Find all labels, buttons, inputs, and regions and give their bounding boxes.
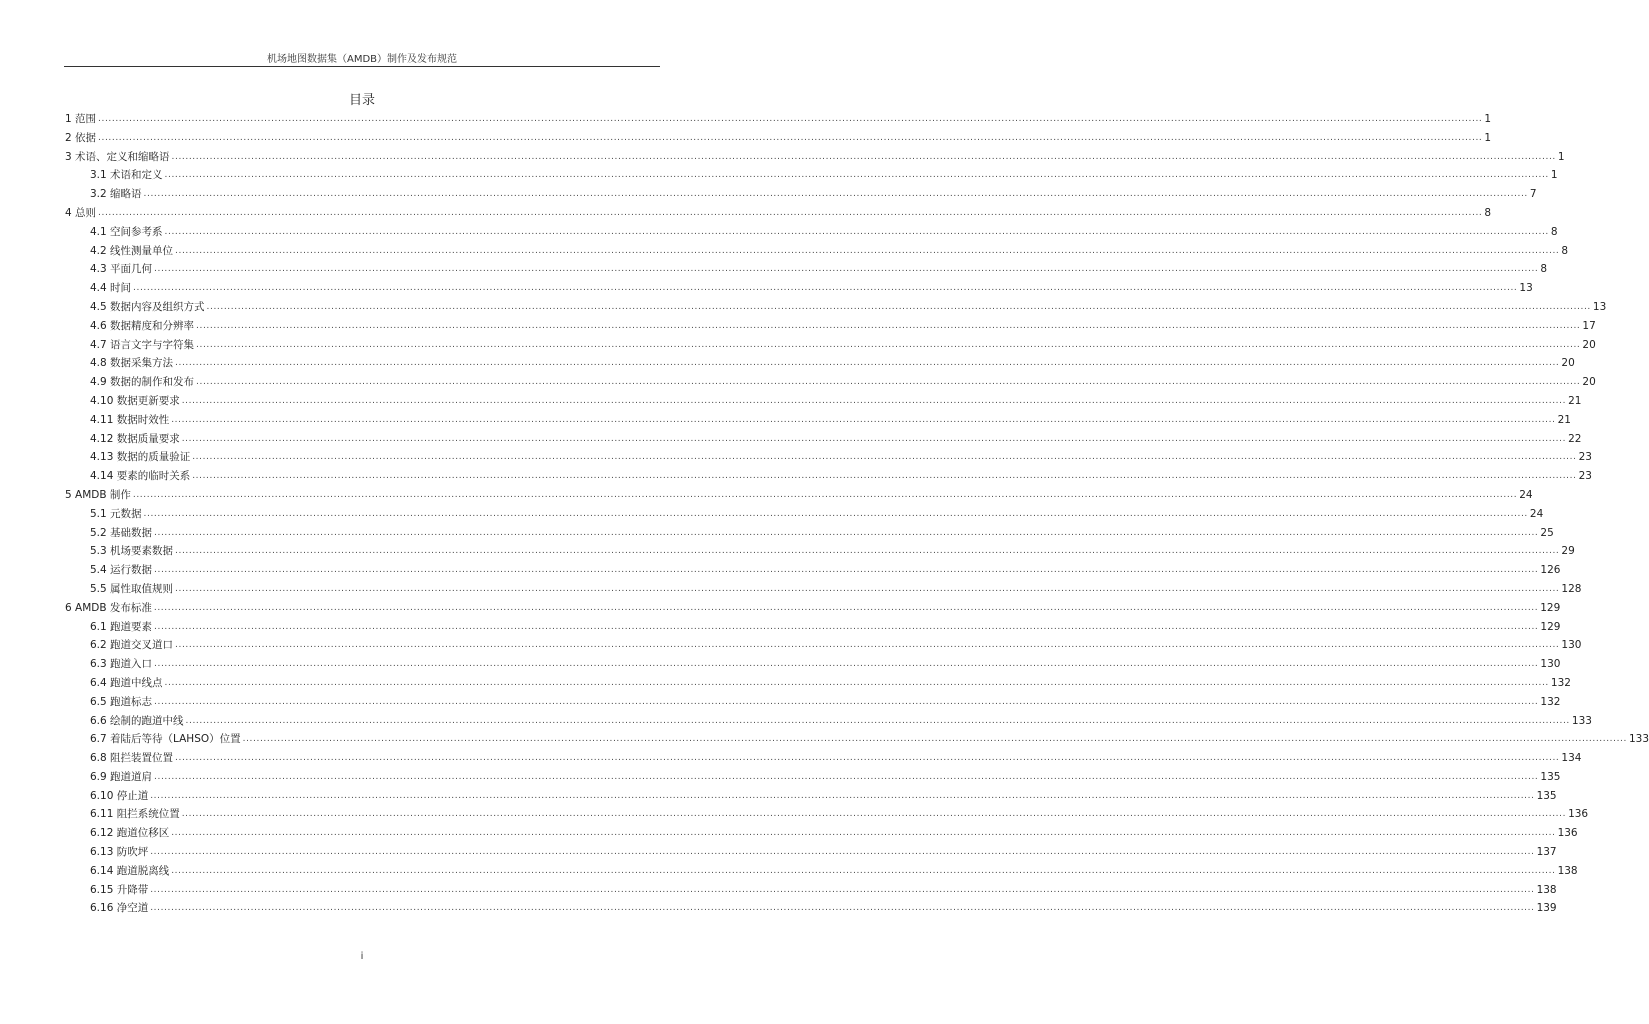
toc-entry[interactable] <box>65 524 1554 543</box>
toc-dot-leader: ................................................................................................................................................................................................................................................................................................................................................................................................................ <box>150 790 1535 801</box>
toc-dot-leader: ................................................................................................................................................................................................................................................................................................................................................................................................................ <box>143 508 1528 519</box>
toc-entry-page: 8 <box>1550 225 1558 238</box>
toc-entry-label: 4.1 空间参考系 <box>90 225 163 238</box>
toc-entry-page: 8 <box>1561 244 1569 257</box>
toc-entry[interactable] <box>65 185 1537 204</box>
toc-entry[interactable] <box>65 580 1582 599</box>
toc-entry-label: 6.6 绘制的跑道中线 <box>90 714 184 727</box>
toc-entry-label: 3 术语、定义和缩略语 <box>65 150 170 163</box>
toc-entry-label: 6.4 跑道中线点 <box>90 676 163 689</box>
toc-entry[interactable] <box>65 336 1596 355</box>
toc-entry-label: 4.6 数据精度和分辨率 <box>90 319 195 332</box>
toc-entry-label: 4.11 数据时效性 <box>90 413 170 426</box>
toc-dot-leader: ................................................................................................................................................................................................................................................................................................................................................................................................................ <box>242 734 1627 745</box>
toc-entry-page: 139 <box>1536 902 1557 915</box>
toc-dot-leader: ................................................................................................................................................................................................................................................................................................................................................................................................................ <box>164 226 1549 237</box>
toc-entry-label: 4.13 数据的质量验证 <box>90 451 191 464</box>
toc-dot-leader: ................................................................................................................................................................................................................................................................................................................................................................................................................ <box>171 865 1556 876</box>
toc-dot-leader: ................................................................................................................................................................................................................................................................................................................................................................................................................ <box>154 565 1539 576</box>
toc-entry[interactable] <box>65 693 1561 712</box>
toc-entry-label: 5.5 属性取值规则 <box>90 582 174 595</box>
toc-entry-label: 5.1 元数据 <box>90 507 142 520</box>
toc-entry-label: 4.14 要素的临时关系 <box>90 470 191 483</box>
toc-entry-label: 6.7 着陆后等待（LAHSO）位置 <box>90 733 241 746</box>
toc-entry[interactable] <box>65 599 1561 618</box>
toc-entry-label: 4.5 数据内容及组织方式 <box>90 300 205 313</box>
toc-entry-label: 6.3 跑道入口 <box>90 658 153 671</box>
toc-entry[interactable] <box>65 674 1571 693</box>
toc-entry-label: 6 AMDB 发布标准 <box>65 601 152 614</box>
toc-entry-label: 6.11 阻拦系统位置 <box>90 808 180 821</box>
toc-entry[interactable] <box>65 298 1607 317</box>
toc-entry-page: 22 <box>1568 432 1582 445</box>
toc-dot-leader: ................................................................................................................................................................................................................................................................................................................................................................................................................ <box>192 452 1577 463</box>
toc-entry-label: 1 范围 <box>65 113 97 125</box>
toc-entry-label: 6.16 净空道 <box>90 902 149 915</box>
toc-entry-page: 130 <box>1561 639 1582 652</box>
toc-entry-label: 5 AMDB 制作 <box>65 488 131 501</box>
toc-dot-leader: ................................................................................................................................................................................................................................................................................................................................................................................................................ <box>196 377 1581 388</box>
toc-entry[interactable] <box>65 166 1558 185</box>
toc-entry[interactable] <box>65 899 1557 918</box>
toc-entry-label: 6.14 跑道脱离线 <box>90 864 170 877</box>
toc-entry-page: 1 <box>1557 150 1565 163</box>
toc-dot-leader: ................................................................................................................................................................................................................................................................................................................................................................................................................ <box>175 358 1560 369</box>
toc-dot-leader: ................................................................................................................................................................................................................................................................................................................................................................................................................ <box>181 395 1567 406</box>
toc-entry-page: 7 <box>1529 188 1537 201</box>
toc-entry-page: 129 <box>1540 601 1561 614</box>
toc-entry-page: 21 <box>1557 413 1571 426</box>
toc-entry-page: 23 <box>1578 451 1592 464</box>
toc-dot-leader: ................................................................................................................................................................................................................................................................................................................................................................................................................ <box>171 828 1556 839</box>
toc-entry-page: 21 <box>1568 394 1582 407</box>
toc-dot-leader: ................................................................................................................................................................................................................................................................................................................................................................................................................ <box>175 753 1560 764</box>
running-header: 机场地图数据集（AMDB）制作及发布规范 <box>266 54 458 65</box>
toc-entry-page: 1 <box>1550 169 1558 182</box>
toc-entry-page: 126 <box>1540 564 1561 577</box>
toc-entry[interactable] <box>65 354 1575 373</box>
toc-dot-leader: ................................................................................................................................................................................................................................................................................................................................................................................................................ <box>171 414 1556 425</box>
toc-entry-page: 136 <box>1568 808 1589 821</box>
toc-entry-label: 6.13 防吹坪 <box>90 846 149 859</box>
toc-entry-page: 138 <box>1536 883 1557 896</box>
toc-entry[interactable] <box>65 110 1492 129</box>
toc-entry-label: 5.3 机场要素数据 <box>90 545 174 558</box>
toc-entry-page: 20 <box>1582 338 1596 351</box>
toc-entry[interactable] <box>65 279 1533 298</box>
toc-entry-label: 4.2 线性测量单位 <box>90 244 174 257</box>
toc-entry-page: 138 <box>1557 864 1578 877</box>
toc-entry[interactable] <box>65 618 1561 637</box>
toc-title: 目录 <box>348 93 375 108</box>
toc-entry-label: 6.12 跑道位移区 <box>90 827 170 840</box>
toc-dot-leader: ................................................................................................................................................................................................................................................................................................................................................................................................................ <box>98 207 1483 218</box>
toc-dot-leader: ................................................................................................................................................................................................................................................................................................................................................................................................................ <box>196 320 1581 331</box>
toc-entry[interactable] <box>65 317 1596 336</box>
toc-entry[interactable] <box>65 805 1589 824</box>
toc-dot-leader: ................................................................................................................................................................................................................................................................................................................................................................................................................ <box>154 527 1539 538</box>
toc-entry-label: 6.5 跑道标志 <box>90 695 153 708</box>
toc-dot-leader: ................................................................................................................................................................................................................................................................................................................................................................................................................ <box>175 245 1560 256</box>
toc-entry-page: 137 <box>1536 846 1557 859</box>
toc-entry[interactable] <box>65 542 1575 561</box>
toc-entry-page: 135 <box>1536 789 1557 802</box>
toc-entry-page: 129 <box>1540 620 1561 633</box>
toc-entry[interactable] <box>65 411 1571 430</box>
toc-entry[interactable] <box>65 505 1544 524</box>
toc-entry-page: 25 <box>1540 526 1554 539</box>
header-rule <box>64 66 660 67</box>
toc-entry-label: 4.9 数据的制作和发布 <box>90 376 195 389</box>
toc-entry-label: 6.10 停止道 <box>90 789 149 802</box>
toc-entry[interactable] <box>65 561 1561 580</box>
toc-entry-page: 13 <box>1519 282 1533 295</box>
toc-dot-leader: ................................................................................................................................................................................................................................................................................................................................................................................................................ <box>143 189 1528 200</box>
toc-entry-page: 17 <box>1582 319 1596 332</box>
toc-entry[interactable] <box>65 881 1557 900</box>
toc-entry-label: 2 依据 <box>65 131 97 144</box>
toc-dot-leader: ................................................................................................................................................................................................................................................................................................................................................................................................................ <box>185 715 1570 726</box>
toc-entry-label: 6.2 跑道交叉道口 <box>90 639 174 652</box>
toc-entry-label: 5.2 基础数据 <box>90 526 153 539</box>
toc-dot-leader: ................................................................................................................................................................................................................................................................................................................................................................................................................ <box>154 621 1539 632</box>
toc-entry[interactable] <box>65 787 1557 806</box>
toc-entry-page: 8 <box>1484 206 1492 219</box>
toc-dot-leader: ................................................................................................................................................................................................................................................................................................................................................................................................................ <box>150 847 1535 858</box>
toc-dot-leader: ................................................................................................................................................................................................................................................................................................................................................................................................................ <box>192 471 1577 482</box>
toc-entry[interactable] <box>65 373 1596 392</box>
toc-dot-leader: ................................................................................................................................................................................................................................................................................................................................................................................................................ <box>164 677 1549 688</box>
toc-entry[interactable] <box>65 467 1592 486</box>
toc-dot-leader: ................................................................................................................................................................................................................................................................................................................................................................................................................ <box>132 489 1518 500</box>
toc-entry-label: 5.4 运行数据 <box>90 564 153 577</box>
toc-entry[interactable] <box>65 712 1592 731</box>
toc-dot-leader: ................................................................................................................................................................................................................................................................................................................................................................................................................ <box>150 903 1535 914</box>
toc-entry-page: 132 <box>1540 695 1561 708</box>
toc-dot-leader: ................................................................................................................................................................................................................................................................................................................................................................................................................ <box>171 151 1556 162</box>
toc-entry-page: 1 <box>1484 131 1492 144</box>
toc-dot-leader: ................................................................................................................................................................................................................................................................................................................................................................................................................ <box>175 583 1560 594</box>
toc-entry[interactable] <box>65 242 1569 261</box>
toc-entry[interactable] <box>65 448 1592 467</box>
toc-entry-label: 4.8 数据采集方法 <box>90 357 174 370</box>
toc-entry-label: 4.10 数据更新要求 <box>90 394 180 407</box>
toc-entry-label: 6.15 升降带 <box>90 883 149 896</box>
toc-entry[interactable] <box>65 862 1578 881</box>
toc-dot-leader: ................................................................................................................................................................................................................................................................................................................................................................................................................ <box>153 602 1539 613</box>
toc-entry-label: 3.1 术语和定义 <box>90 169 163 182</box>
toc-dot-leader: ................................................................................................................................................................................................................................................................................................................................................................................................................ <box>154 659 1539 670</box>
toc-entry[interactable] <box>65 749 1582 768</box>
toc-dot-leader: ................................................................................................................................................................................................................................................................................................................................................................................................................ <box>154 771 1539 782</box>
toc-entry-page: 24 <box>1529 507 1544 520</box>
toc-entry-page: 23 <box>1578 470 1592 483</box>
toc-entry-page: 130 <box>1540 658 1561 671</box>
toc-entry-label: 4 总则 <box>65 206 97 219</box>
toc-entry[interactable] <box>65 824 1578 843</box>
toc-dot-leader: ................................................................................................................................................................................................................................................................................................................................................................................................................ <box>133 283 1518 294</box>
table-of-contents <box>65 110 1649 918</box>
toc-dot-leader: ................................................................................................................................................................................................................................................................................................................................................................................................................ <box>164 170 1549 181</box>
toc-dot-leader: ................................................................................................................................................................................................................................................................................................................................................................................................................ <box>175 546 1560 557</box>
toc-dot-leader: ................................................................................................................................................................................................................................................................................................................................................................................................................ <box>175 640 1560 651</box>
toc-entry[interactable] <box>65 260 1548 279</box>
toc-dot-leader: ................................................................................................................................................................................................................................................................................................................................................................................................................ <box>150 884 1535 895</box>
toc-entry-page: 13 <box>1592 300 1607 313</box>
toc-entry-page: 128 <box>1561 582 1582 595</box>
toc-dot-leader: ................................................................................................................................................................................................................................................................................................................................................................................................................ <box>196 339 1581 350</box>
toc-entry-page: 133 <box>1571 714 1592 727</box>
toc-entry[interactable] <box>65 843 1557 862</box>
toc-entry-page: 133 <box>1628 733 1649 746</box>
toc-entry-label: 4.12 数据质量要求 <box>90 432 180 445</box>
toc-entry-label: 6.8 阻拦装置位置 <box>90 752 174 765</box>
toc-entry[interactable] <box>65 655 1561 674</box>
toc-entry[interactable] <box>65 129 1492 148</box>
toc-entry[interactable] <box>65 730 1649 749</box>
toc-entry-page: 134 <box>1561 752 1582 765</box>
toc-dot-leader: ................................................................................................................................................................................................................................................................................................................................................................................................................ <box>206 301 1591 312</box>
toc-entry-label: 4.3 平面几何 <box>90 263 153 276</box>
toc-entry[interactable] <box>65 223 1558 242</box>
toc-entry-label: 6.1 跑道要素 <box>90 620 153 633</box>
toc-dot-leader: ................................................................................................................................................................................................................................................................................................................................................................................................................ <box>181 809 1567 820</box>
toc-entry[interactable] <box>65 392 1582 411</box>
toc-entry[interactable] <box>65 768 1561 787</box>
toc-entry-page: 135 <box>1540 770 1561 783</box>
toc-entry-page: 136 <box>1557 827 1578 840</box>
toc-entry-label: 4.7 语言文字与字符集 <box>90 338 195 351</box>
toc-dot-leader: ................................................................................................................................................................................................................................................................................................................................................................................................................ <box>154 696 1539 707</box>
toc-entry[interactable] <box>65 486 1533 505</box>
toc-entry-page: 29 <box>1561 545 1575 558</box>
toc-dot-leader: ................................................................................................................................................................................................................................................................................................................................................................................................................ <box>154 264 1539 275</box>
toc-dot-leader: ................................................................................................................................................................................................................................................................................................................................................................................................................ <box>98 132 1483 143</box>
toc-entry[interactable] <box>65 204 1492 223</box>
toc-entry-page: 20 <box>1582 376 1596 389</box>
page-number: i <box>360 951 364 962</box>
toc-dot-leader: ................................................................................................................................................................................................................................................................................................................................................................................................................ <box>98 114 1483 124</box>
toc-entry-label: 3.2 缩略语 <box>90 188 142 201</box>
toc-entry[interactable] <box>65 430 1582 449</box>
toc-entry-page: 132 <box>1550 676 1571 689</box>
toc-entry-label: 4.4 时间 <box>90 282 132 295</box>
toc-entry-label: 6.9 跑道道肩 <box>90 770 153 783</box>
toc-dot-leader: ................................................................................................................................................................................................................................................................................................................................................................................................................ <box>181 433 1567 444</box>
toc-entry-page: 24 <box>1519 488 1533 501</box>
toc-entry[interactable] <box>65 636 1582 655</box>
toc-entry-page: 1 <box>1484 113 1492 125</box>
toc-entry-page: 8 <box>1540 263 1548 276</box>
toc-entry[interactable] <box>65 148 1565 167</box>
toc-entry-page: 20 <box>1561 357 1575 370</box>
